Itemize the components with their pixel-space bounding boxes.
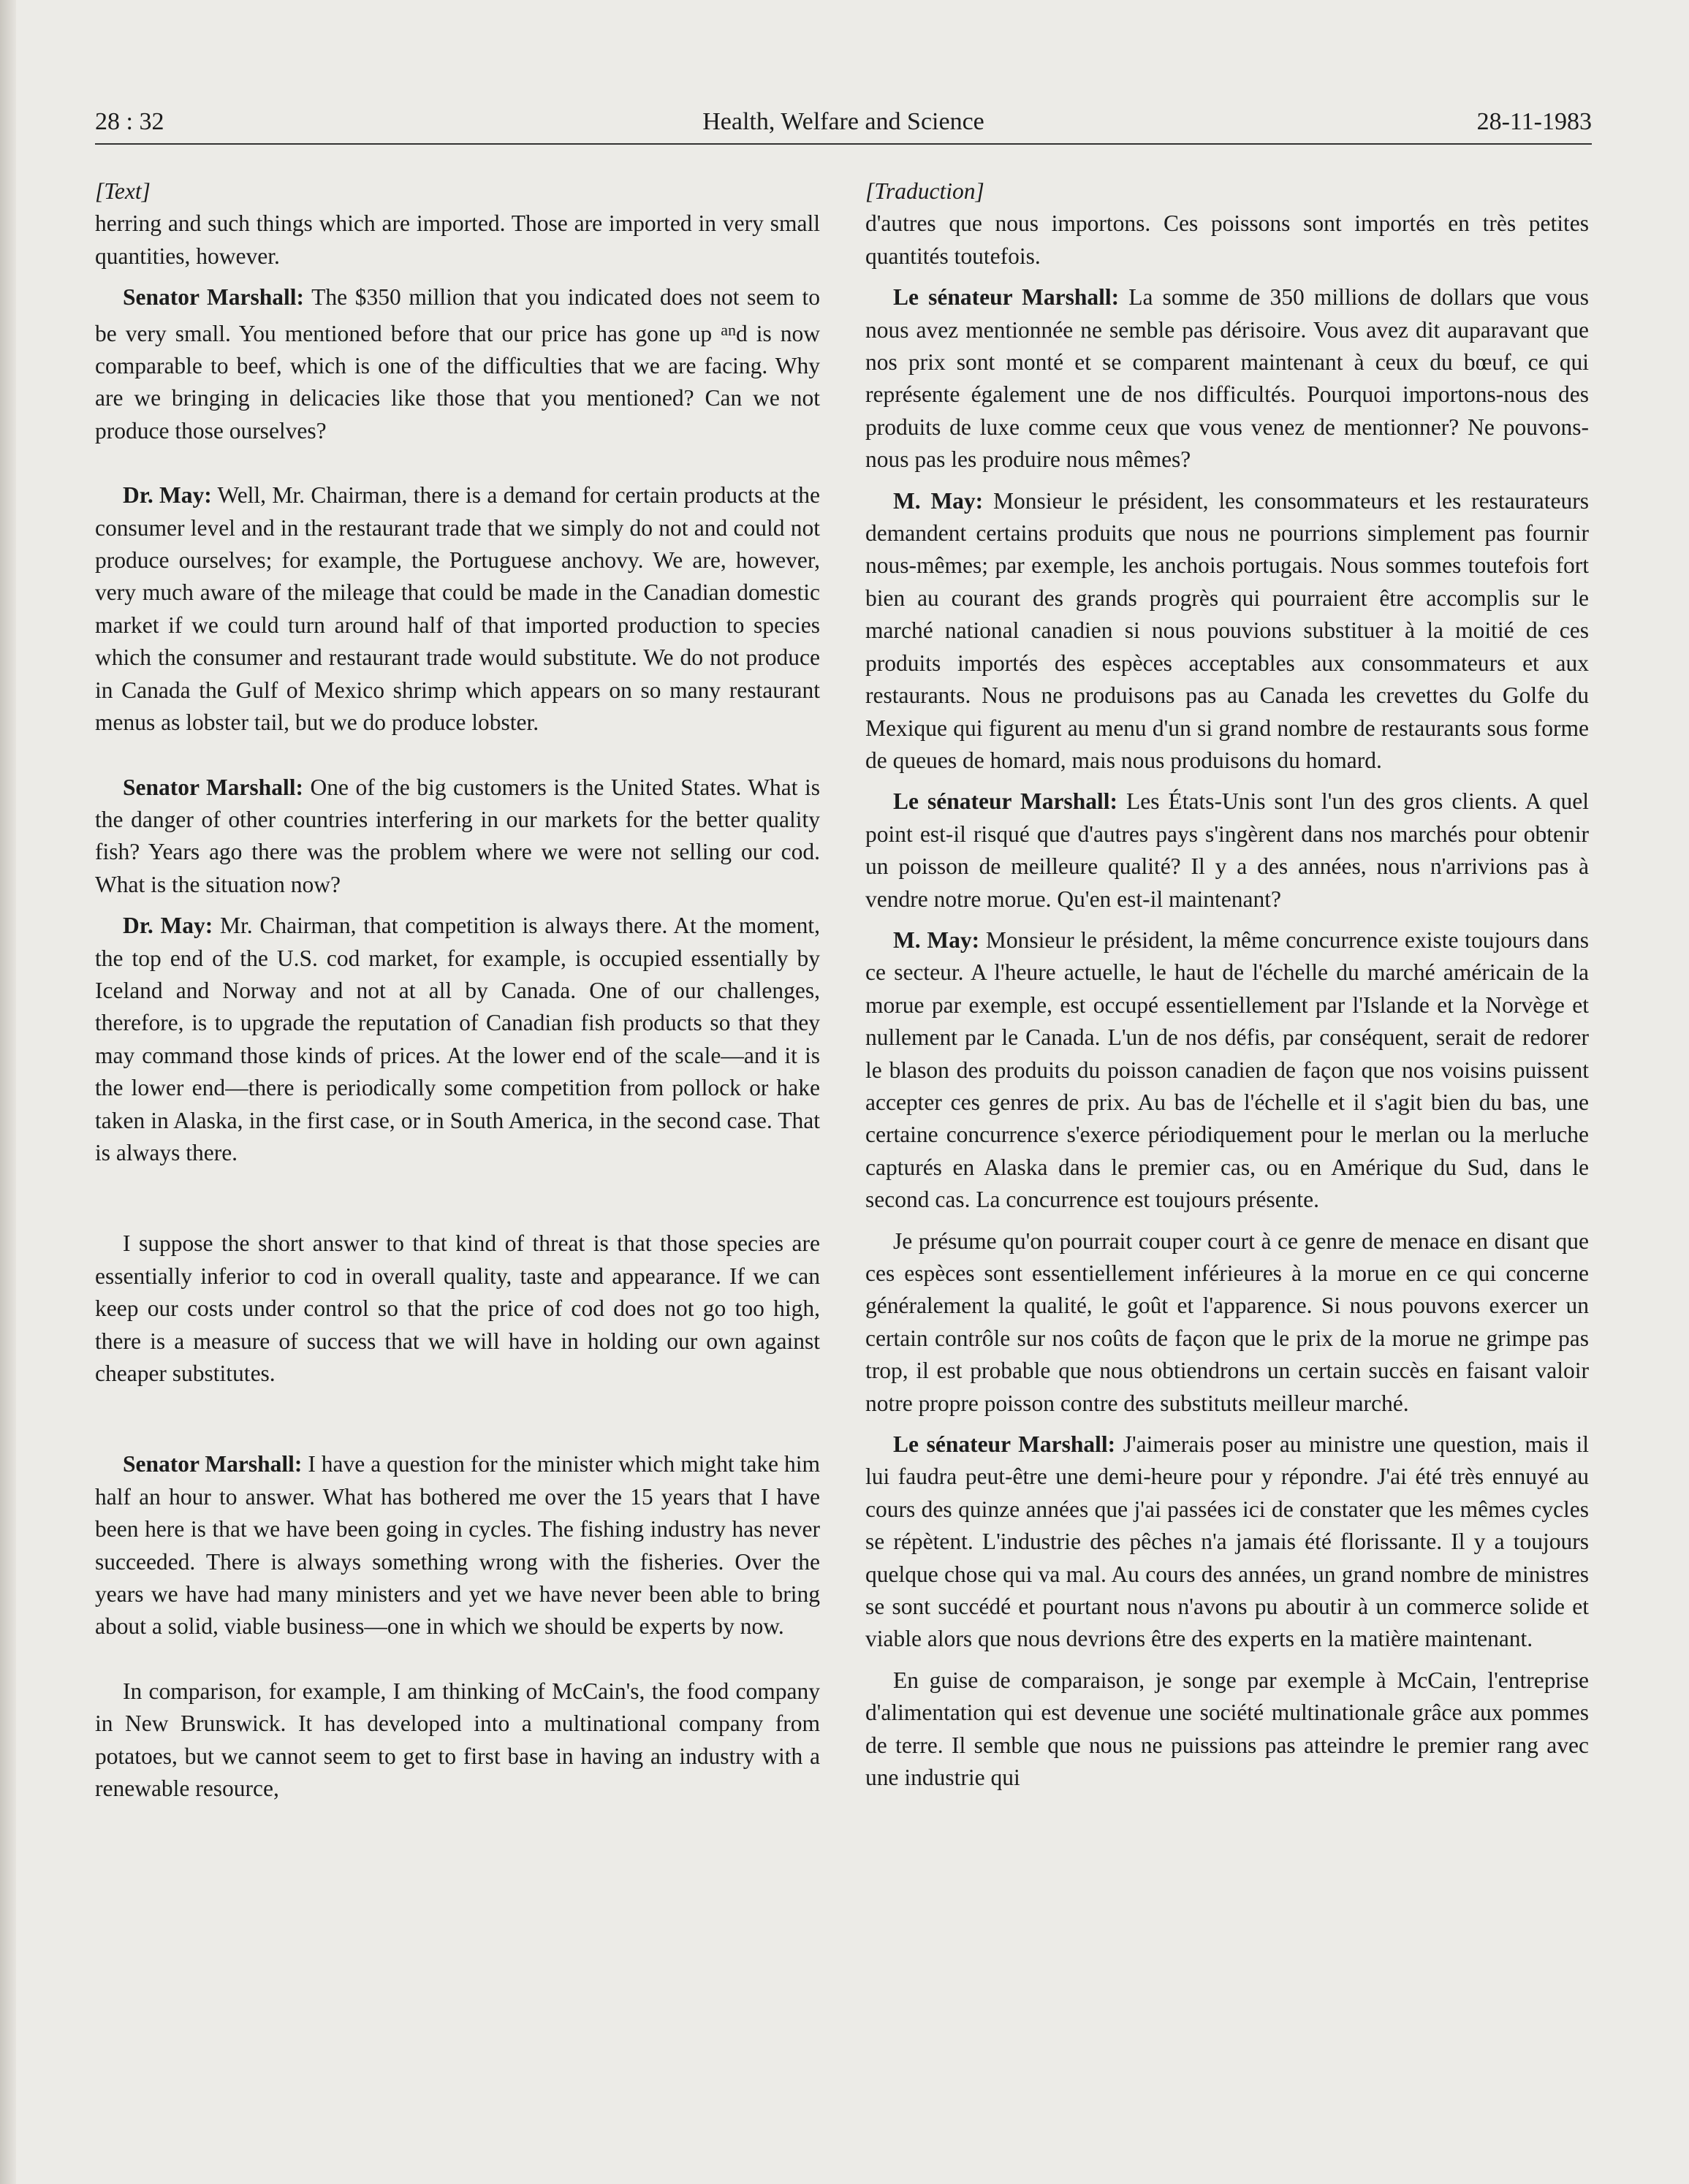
speaker-name: Le sénateur Marshall: xyxy=(893,1431,1116,1458)
paragraph: Dr. May: Mr. Chairman, that competition is always there. At the moment, the top end of the U.S. cod market, for example, is occupied essentially by Iceland and Norway and not at all by Canada. One of our challenges, therefore, is to upgrade the reputation of Canadian fish products so that they may command those kinds of prices. At the lower end of the scale—and it is the lower end—there is periodically some competition from pollock or hake taken in Alaska, in the first case, or in South America, in the second case. That is always there. xyxy=(95,913,820,1165)
paragraph: Le sénateur Marshall: J'aimerais poser au ministre une question, mais il lui faudra peut-être une demi-heure pour y répondre. J'ai été très ennuyé au cours des quinze années que j'ai passées ici de constater que les mêmes cycles se répètent. L'industrie des pêches n'a jamais été florissante. Il y a toujours quelque chose qui va mal. Au cours des années, un grand nombre de ministres se sont succédé et pourtant nous n'avons pu aboutir à un commerce solide et viable alors que nous devrions être des experts en la matière maintenant. xyxy=(865,1431,1589,1652)
english-column xyxy=(95,175,820,1805)
page-number: 28 : 32 xyxy=(95,108,164,135)
paragraph: Dr. May: Well, Mr. Chairman, there is a demand for certain products at the consumer level and in the restaurant trade that we simply do not and could not produce ourselves; for example, the Portuguese anchovy. We are, however, very much aware of the mileage that could be made in the Canadian domestic market if we could turn around half of that imported production to species which the consumer and restaurant trade would substitute. We do not produce in Canada the Gulf of Mexico shrimp which appears on so many restaurant menus as lobster tail, but we do produce lobster. xyxy=(95,482,820,736)
paragraph: I suppose the short answer to that kind of threat is that those species are essentially inferior to cod in overall quality, taste and appearance. If we can keep our costs under control so that the price of cod does not go too high, there is a measure of success that we will have in holding our own against cheaper substitutes. xyxy=(95,1230,820,1386)
french-column xyxy=(865,175,1589,1795)
paragraph: Senator Marshall: One of the big customers is the United States. What is the danger of other countries interfering in our markets for the better quality fish? Years ago there was the problem where we were not selling our cod. What is the situation now? xyxy=(95,774,820,897)
paragraph: d'autres que nous importons. Ces poissons sont importés en très petites quantités toutefois. xyxy=(865,210,1589,269)
header-rule xyxy=(95,143,1592,145)
paragraph: Senator Marshall: The $350 million that you indicated does not seem to be very small. You mentioned before that our price has gone up $^{an}$d is now comparable to beef, which is one of the difficulties that we are facing. Why are we bringing in delicacies like those that you mentioned? Can we not produce those ourselves? xyxy=(95,284,821,444)
page-header xyxy=(95,108,1592,145)
paragraph: M. May: Monsieur le président, la même concurrence existe toujours dans ce secteur. A l'heure actuelle, le haut de l'échelle du marché américain de la morue par exemple, est occupé essentiellement par l'Islande et la Norvège et nullement par le Canada. L'un de nos défis, par conséquent, serait de redorer le blason des produits du poisson canadien de façon que nos voisins puissent accepter ces genres de prix. Au bas de l'échelle et il s'agit bien du bas, une certaine concurrence s'exerce périodiquement pour le merlan ou la merluche capturés en Alaska dans le premier cas, ou en Amérique du Sud, dans le second cas. La concurrence est toujours présente. xyxy=(865,927,1589,1213)
speaker-name: Senator Marshall: xyxy=(123,774,303,800)
running-title: Health, Welfare and Science xyxy=(702,108,984,135)
paragraph: Le sénateur Marshall: Les États-Unis sont l'un des gros clients. A quel point est-il risqué que d'autres pays s'ingèrent dans nos marchés pour obtenir un poisson de meilleure qualité? Il y a des années, nous n'arrivions pas à vendre notre morue. Qu'en est-il maintenant? xyxy=(865,788,1589,912)
paragraph: herring and such things which are imported. Those are imported in very small quantities, however. xyxy=(95,210,820,269)
header-date: 28-11-1983 xyxy=(1476,108,1592,135)
column-label-text: [Text] xyxy=(95,178,151,204)
speaker-name: M. May: xyxy=(893,927,980,953)
speaker-name: Dr. May: xyxy=(123,482,212,509)
paragraph: In comparison, for example, I am thinking of McCain's, the food company in New Brunswick. It has developed into a multinational company from potatoes, but we cannot seem to get to first base in having an industry with a renewable resource, xyxy=(95,1678,820,1802)
paragraph: En guise de comparaison, je songe par exemple à McCain, l'entreprise d'alimentation qui est devenue une société multinationale grâce aux pommes de terre. Il semble que nous ne puissions pas atteindre le premier rang avec une industrie qui xyxy=(865,1667,1589,1791)
page-edge-shadow xyxy=(0,0,16,2184)
speaker-name: Senator Marshall: xyxy=(123,284,305,311)
speaker-name: M. May: xyxy=(893,487,984,514)
paragraph: Je présume qu'on pourrait couper court à ce genre de menace en disant que ces espèces sont essentiellement inférieures à la morue en ce qui concerne généralement la qualité, le goût et l'apparence. Si nous pouvons exercer un certain contrôle sur nos coûts de façon que le prix de la morue ne grimpe pas trop, il est probable que nous obtiendrons un certain succès en faisant valoir notre propre poisson contre des substituts meilleur marché. xyxy=(865,1228,1589,1416)
paragraph: M. May: Monsieur le président, les consommateurs et les restaurateurs demandent certains produits que nous ne pourrions simplement pas fournir nous-mêmes; par exemple, les anchois portugais. Nous sommes toutefois fort bien au courant des grands progrès qui pourraient être accomplis sur le marché national canadien si nous pouvions substituer à la moitié de ces produits importés des espèces acceptables aux consommateurs et aux restaurants. Nous ne produisons pas au Canada les crevettes du Golfe du Mexique qui figurent au menu d'un si grand nombre de restaurants sous forme de queues de homard, mais nous produisons du homard. xyxy=(865,487,1590,773)
paragraph: Le sénateur Marshall: La somme de 350 millions de dollars que vous nous avez mentionnée ne semble pas dérisoire. Vous avez dit auparavant que nos prix sont monté et se comparent maintenant à ceux du bœuf, ce qui représente également une de nos difficultés. Pourquoi importons-nous des produits de luxe comme ceux que vous venez de mentionner? Ne pouvons-nous pas les produire nous mêmes? xyxy=(865,284,1589,473)
column-label-traduction: [Traduction] xyxy=(865,178,984,204)
paragraph: Senator Marshall: I have a question for the minister which might take him half an hour to answer. What has bothered me over the 15 years that I have been here is that we have been going in cycles. The fishing industry has never succeeded. There is always something wrong with the fisheries. Over the years we have had many ministers and yet we have never been able to bring about a solid, viable business—one in which we should be experts by now. xyxy=(95,1451,820,1640)
speaker-name: Le sénateur Marshall: xyxy=(893,788,1117,815)
speaker-name: Le sénateur Marshall: xyxy=(893,284,1120,311)
speaker-name: Senator Marshall: xyxy=(123,1451,303,1477)
speaker-name: Dr. May: xyxy=(123,913,213,939)
